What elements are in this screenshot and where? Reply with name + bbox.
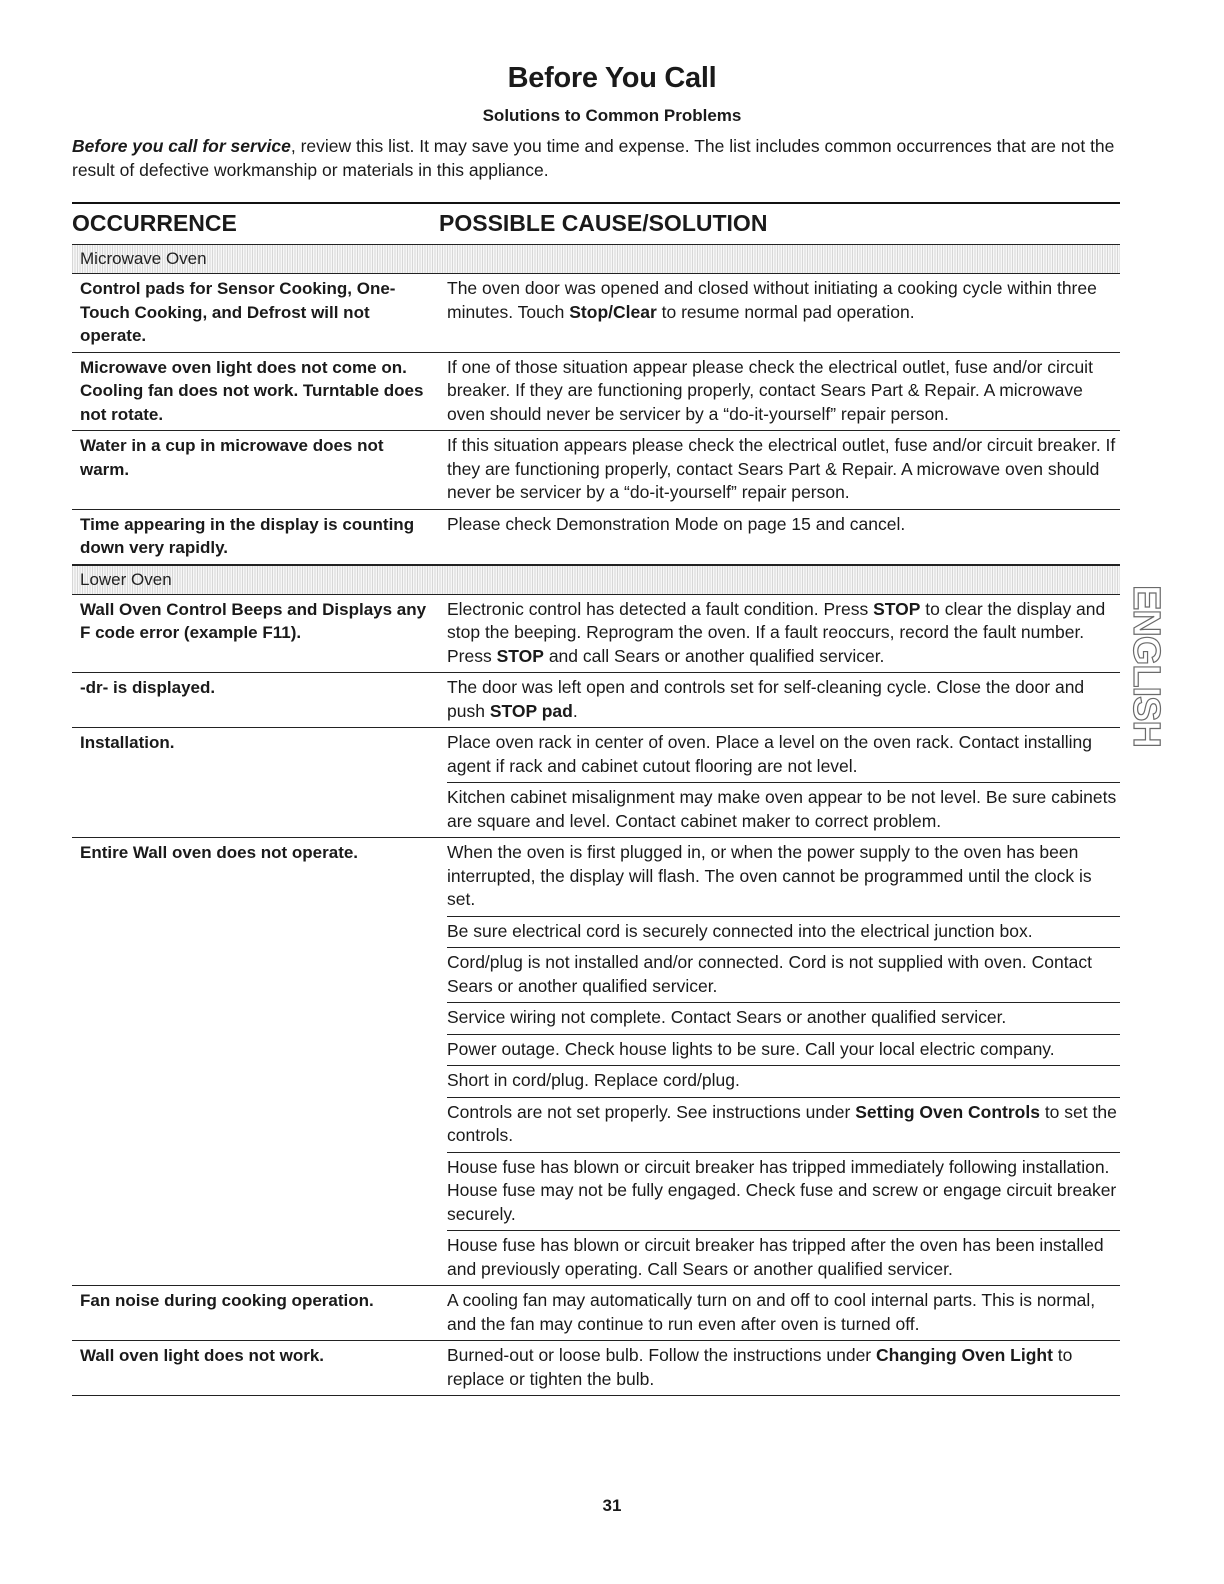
table-row xyxy=(72,274,1120,353)
solution-text xyxy=(447,916,1120,948)
solution-cell xyxy=(438,595,1120,673)
table-row xyxy=(72,673,1120,728)
solution-segment: to resume normal pad operation. xyxy=(656,301,915,322)
occurrence-cell: Entire Wall oven does not operate. xyxy=(80,843,359,862)
solution-text xyxy=(447,673,1120,727)
solution-segment: to clear the display and stop the beeping. Reprogram the oven. If a fault reoccurs, record the fault number. Press xyxy=(447,598,1106,666)
table-row xyxy=(72,728,1120,838)
solution-emphasis: Stop/Clear xyxy=(569,301,657,322)
solution-emphasis: STOP xyxy=(873,598,921,619)
header-occurrence: OCCURRENCE xyxy=(72,210,237,236)
table-row xyxy=(72,1286,1120,1341)
solution-text xyxy=(447,1002,1120,1034)
solution-cell xyxy=(438,353,1120,431)
solution-emphasis: STOP xyxy=(496,645,544,666)
solution-cell xyxy=(438,673,1120,727)
solution-text xyxy=(447,947,1120,1002)
solution-segment: Electronic control has detected a fault condition. Press xyxy=(447,598,874,619)
solution-text xyxy=(447,431,1120,509)
section-header: Lower Oven xyxy=(72,565,1120,595)
intro-text: , review this list. It may save you time and expense. The list includes common occurrences that are not the result of defective workmanship or materials in this appliance. xyxy=(72,136,1115,180)
solution-cell xyxy=(438,728,1120,837)
solution-segment: Be sure electrical cord is securely connected into the electrical junction box. xyxy=(447,920,1033,941)
solution-segment: Kitchen cabinet misalignment may make oven appear to be not level. Be sure cabinets are square and level. Contact cabinet maker to correct problem. xyxy=(447,787,1117,831)
solution-segment: Short in cord/plug. Replace cord/plug. xyxy=(447,1070,740,1090)
solution-segment: The door was left open and controls set for self-cleaning cycle. Close the door and push xyxy=(447,677,1085,721)
table-row xyxy=(72,353,1120,432)
solution-segment: If this situation appears please check the electrical outlet, fuse and/or circuit breaker. If they are functioning properly, contact Sears Part & Repair. A microwave oven should never be servicer by a “do-it-yourself” repair person. xyxy=(447,435,1116,502)
solution-cell xyxy=(438,1341,1120,1395)
solution-text xyxy=(447,1152,1120,1231)
solution-cell xyxy=(438,510,1120,564)
table-row xyxy=(72,595,1120,674)
troubleshooting-table xyxy=(72,202,1120,1396)
occurrence-cell: Time appearing in the display is counting down very rapidly. xyxy=(80,514,415,557)
solution-cell xyxy=(438,1286,1120,1340)
solution-segment: to set the controls. xyxy=(447,1101,1117,1145)
solution-text xyxy=(447,510,1120,541)
solution-text xyxy=(447,782,1120,837)
table-row xyxy=(72,510,1120,565)
intro-paragraph xyxy=(72,134,1152,182)
page-number: 31 xyxy=(602,1496,622,1515)
solution-text xyxy=(447,1341,1120,1395)
table-row xyxy=(72,838,1120,1286)
solution-segment: A cooling fan may automatically turn on and off to cool internal parts. This is normal, and the fan may continue to run even after oven is turned off. xyxy=(447,1290,1096,1334)
solution-text xyxy=(447,353,1120,431)
table-header xyxy=(72,202,1120,244)
solution-text xyxy=(447,1097,1120,1152)
solution-segment: Controls are not set properly. See instructions under xyxy=(447,1101,856,1122)
solution-segment: House fuse has blown or circuit breaker has tripped after the oven has been installed and previously operating. Call Sears or another qualified servicer. xyxy=(447,1235,1104,1279)
occurrence-cell: Wall Oven Control Beeps and Displays any F code error (example F11). xyxy=(80,599,427,642)
solution-segment: If one of those situation appear please check the electrical outlet, fuse and/or circuit breaker. If they are functioning properly, contact Sears Part & Repair. A microwave oven should never be servicer by a “do-it-yourself” repair person. xyxy=(447,356,1093,424)
solution-text xyxy=(447,1230,1120,1285)
solution-emphasis: Changing Oven Light xyxy=(876,1345,1053,1365)
solution-segment: Power outage. Check house lights to be sure. Call your local electric company. xyxy=(447,1038,1055,1059)
solution-emphasis: STOP pad xyxy=(489,700,573,721)
occurrence-cell: -dr- is displayed. xyxy=(80,678,216,697)
occurrence-cell: Microwave oven light does not come on. Cooling fan does not work. Turntable does not rotate. xyxy=(80,357,424,424)
side-language-label: ENGLISH xyxy=(1125,585,1167,747)
solution-segment: Service wiring not complete. Contact Sears or another qualified servicer. xyxy=(447,1007,1007,1027)
solution-text xyxy=(447,274,1120,328)
occurrence-cell: Wall oven light does not work. xyxy=(80,1346,324,1365)
header-possible-cause-solution: POSSIBLE CAUSE/SOLUTION xyxy=(439,210,768,236)
solution-cell xyxy=(438,431,1120,509)
solution-segment: to replace or tighten the bulb. xyxy=(447,1345,1073,1389)
solution-text xyxy=(447,1286,1120,1340)
occurrence-cell: Installation. xyxy=(80,733,175,752)
section-header: Microwave Oven xyxy=(72,244,1120,274)
table-row xyxy=(72,1341,1120,1396)
solution-emphasis: Setting Oven Controls xyxy=(855,1101,1040,1122)
page-subtitle: Solutions to Common Problems xyxy=(482,106,742,125)
solution-segment: Please check Demonstration Mode on page 15 and cancel. xyxy=(447,513,906,534)
solution-text xyxy=(447,728,1120,782)
occurrence-cell: Fan noise during cooking operation. xyxy=(80,1291,374,1310)
solution-segment: and call Sears or another qualified servicer. xyxy=(543,645,885,666)
intro-lead: Before you call for service xyxy=(72,136,291,156)
solution-segment: Burned-out or loose bulb. Follow the instructions under xyxy=(447,1345,876,1365)
page-title: Before You Call xyxy=(507,62,717,94)
solution-text xyxy=(447,1065,1120,1097)
solution-text xyxy=(447,838,1120,916)
solution-segment: The oven door was opened and closed without initiating a cooking cycle within three minutes. Touch xyxy=(447,278,1097,322)
occurrence-cell: Control pads for Sensor Cooking, One-Touch Cooking, and Defrost will not operate. xyxy=(80,279,396,345)
solution-segment: Place oven rack in center of oven. Place a level on the oven rack. Contact installing agent if rack and cabinet cutout flooring are not level. xyxy=(447,732,1092,776)
table-row xyxy=(72,431,1120,510)
solution-cell xyxy=(438,838,1120,1285)
solution-segment: House fuse has blown or circuit breaker has tripped immediately following installation. House fuse may not be fully engaged. Check fuse and screw or engage circuit breaker securely. xyxy=(447,1156,1117,1224)
occurrence-cell: Water in a cup in microwave does not warm. xyxy=(80,436,384,479)
solution-text xyxy=(447,595,1120,673)
table-body xyxy=(72,244,1120,1396)
solution-segment: When the oven is first plugged in, or when the power supply to the oven has been interrupted, the display will flash. The oven cannot be programmed until the clock is set. xyxy=(447,842,1092,909)
solution-cell xyxy=(438,274,1120,352)
solution-segment: . xyxy=(572,700,578,721)
solution-text xyxy=(447,1034,1120,1066)
solution-segment: Cord/plug is not installed and/or connected. Cord is not supplied with oven. Contact Sears or another qualified servicer. xyxy=(447,952,1092,996)
